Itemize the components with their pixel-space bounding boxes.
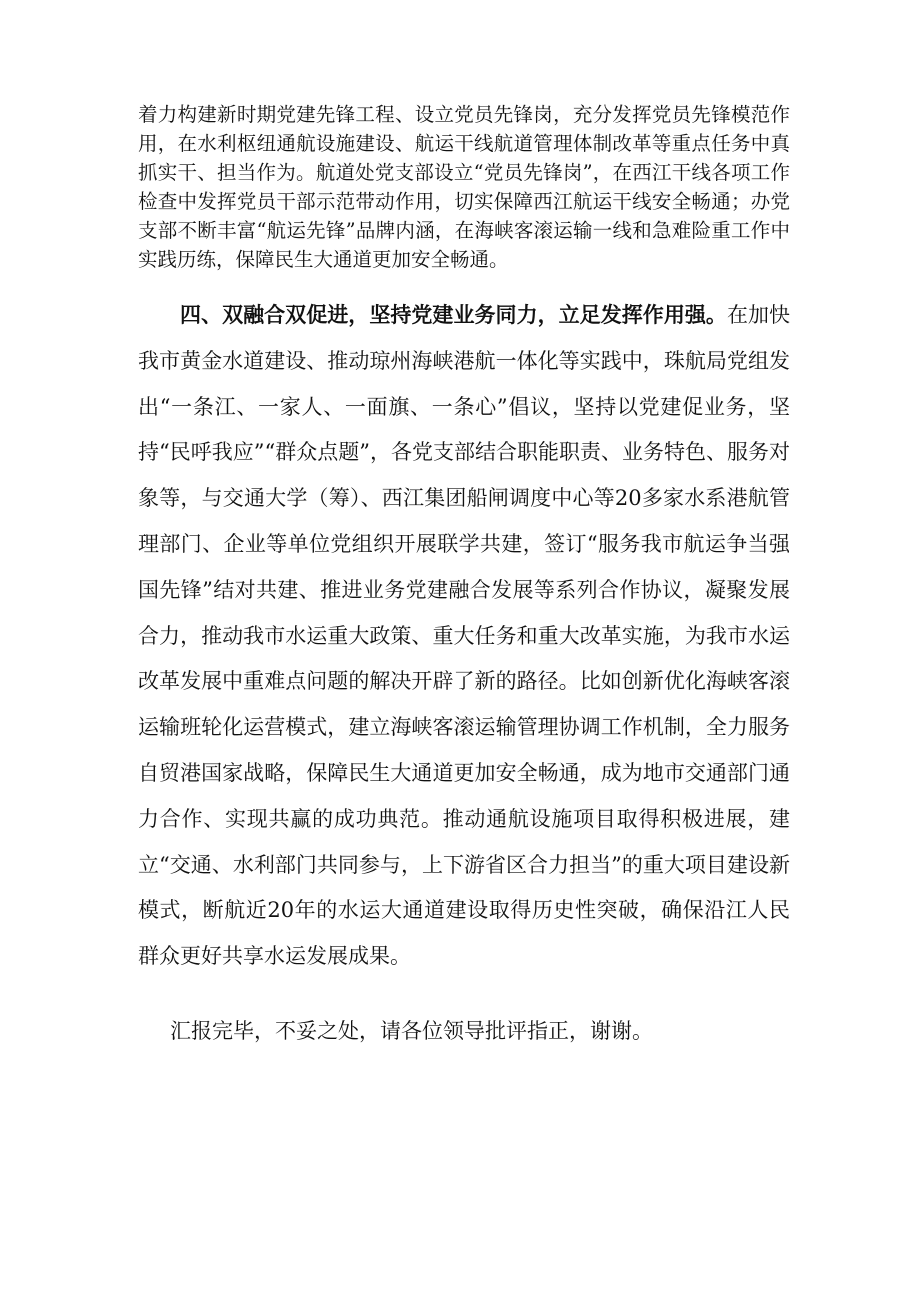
paragraph-party-vanguard-project: 着力构建新时期党建先锋工程、设立党员先锋岗，充分发挥党员先锋模范作用，在水利枢纽通航设施建设、航运干线航道管理体制改革等重点任务中真抓实干、担当作为。航道处党支部设立“党员先锋岗”，在西江干线各项工作检查中发挥党员干部示范带动作用，切实保障西江航运干线安全畅通；办党支部不断丰富“航运先锋”品牌内涵，在海峡客滚运输一线和急难险重工作中实践历练，保障民生大通道更加安全畅通。 (138, 103, 790, 271)
closing-remarks: 汇报完毕，不妥之处，请各位领导批评指正，谢谢。 (170, 1019, 653, 1043)
paragraph-dual-integration (138, 292, 790, 980)
section-four-heading: 四、双融合双促进，坚持党建业务同力，立足发挥作用强。 (180, 302, 727, 327)
section-four-body: 在加快我市黄金水道建设、推动琼州海峡港航一体化等实践中，珠航局党组发出“一条江、一家人、一面旗、一条心”倡议，坚持以党建促业务，坚持“民呼我应”“群众点题”，各党支部结合职能职责、业务特色、服务对象等，与交通大学（筹）、西江集团船闸调度中心等20多家水系港航管理部门、企业等单位党组织开展联学共建，签订“服务我市航运争当强国先锋”结对共建、推进业务党建融合发展等系列合作协议，凝聚发展合力，推动我市水运重大政策、重大任务和重大改革实施，为我市水运改革发展中重难点问题的解决开辟了新的路径。比如创新优化海峡客滚运输班轮化运营模式，建立海峡客滚运输管理协调工作机制，全力服务自贸港国家战略，保障民生大通道更加安全畅通，成为地市交通部门通力合作、实现共赢的成功典范。推动通航设施项目取得积极进展，建立“交通、水利部门共同参与，上下游省区合力担当”的重大项目建设新模式，断航近20年的水运大通道建设取得历史性突破，确保沿江人民群众更好共享水运发展成果。 (138, 303, 791, 969)
